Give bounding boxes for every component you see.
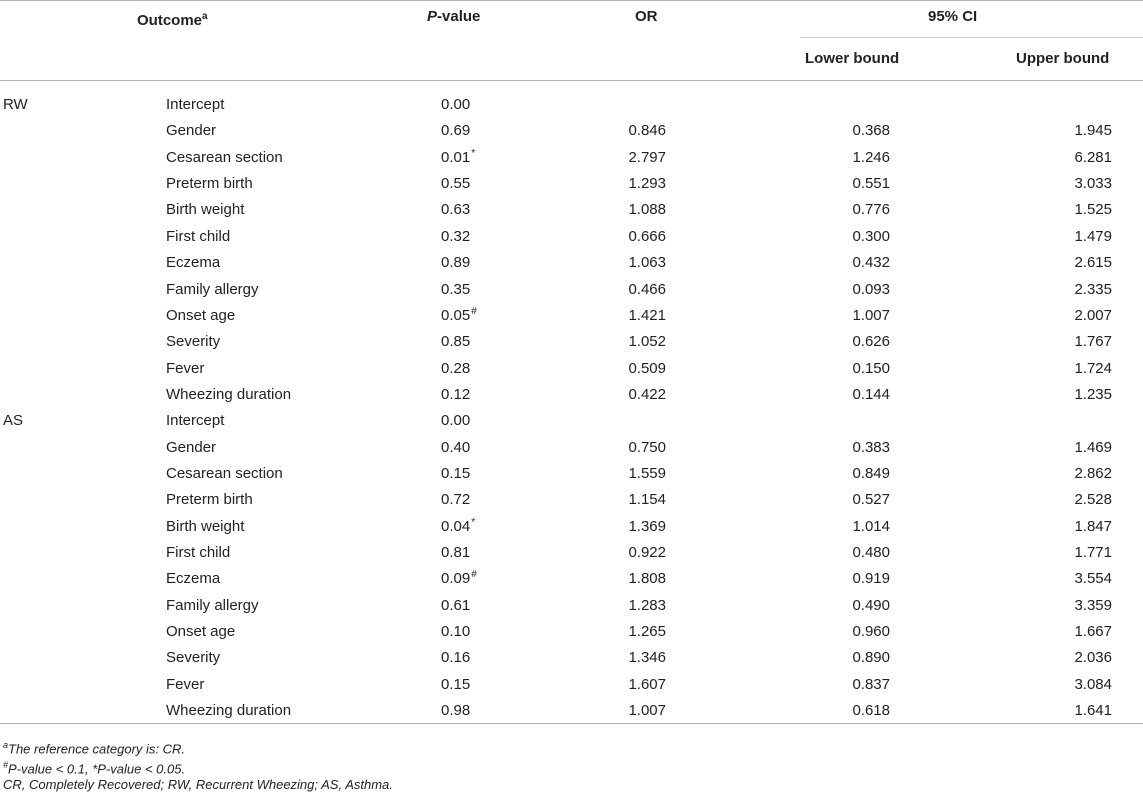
or-cell: 1.007 (628, 702, 666, 720)
footnote-b (3, 757, 185, 777)
p-value-cell (441, 175, 470, 193)
table-row (0, 597, 1143, 623)
p-value-cell (441, 96, 470, 114)
p-value-cell (441, 307, 477, 327)
or-cell: 1.052 (628, 333, 666, 351)
p-value-cell (441, 386, 470, 404)
table-row (0, 175, 1143, 201)
p-value-text: 0.72 (441, 491, 471, 509)
upper-bound-cell: 3.084 (1074, 675, 1112, 693)
upper-bound-cell: 2.007 (1074, 306, 1112, 324)
upper-bound-cell: 6.281 (1074, 148, 1112, 166)
p-value-text: 0.40 (441, 438, 471, 456)
variable-cell: Family allergy (166, 596, 259, 614)
variable-cell: Gender (166, 438, 217, 456)
variable-cell: Cesarean section (166, 148, 283, 166)
or-cell: 0.750 (628, 438, 666, 456)
footnote-a-text: The reference category is: CR. (8, 741, 186, 757)
p-value-text: 0.12 (441, 385, 471, 403)
p-value-text: 0.00 (441, 96, 471, 113)
p-value-text: 0.10 (441, 623, 471, 640)
table-row (0, 281, 1143, 307)
table-row (0, 702, 1143, 728)
or-cell: 0.509 (628, 359, 666, 377)
table-row (0, 228, 1143, 254)
or-cell: 1.265 (628, 623, 666, 640)
or-cell: 1.154 (628, 491, 666, 509)
p-value-text: 0.15 (441, 675, 471, 693)
variable-cell: Eczema (166, 570, 221, 588)
variable-cell: Wheezing duration (166, 702, 292, 720)
upper-bound-cell: 2.528 (1074, 491, 1112, 509)
p-value-cell (441, 412, 470, 430)
lower-bound-cell: 0.960 (852, 623, 890, 640)
variable-cell: Preterm birth (166, 491, 253, 509)
lower-bound-cell: 0.432 (852, 254, 890, 272)
significance-mark: * (471, 147, 476, 159)
upper-bound-cell: 3.554 (1074, 570, 1112, 588)
p-value-text: 0.32 (441, 227, 471, 245)
or-cell: 1.369 (628, 517, 666, 535)
table-row (0, 360, 1143, 386)
variable-cell: Birth weight (166, 517, 245, 535)
lower-bound-cell: 0.837 (852, 675, 890, 693)
header-or: OR (635, 8, 658, 25)
footnote-a (3, 737, 185, 757)
or-cell: 1.283 (628, 596, 666, 614)
p-value-cell (441, 623, 470, 641)
variable-cell: Eczema (166, 254, 221, 272)
p-value-text: 0.35 (441, 280, 471, 298)
upper-bound-cell: 1.525 (1074, 201, 1112, 219)
header-outcome-footnote-mark: a (202, 11, 208, 22)
lower-bound-cell: 1.246 (852, 148, 890, 166)
table-row (0, 439, 1143, 465)
header-upper-bound: Upper bound (1016, 50, 1110, 67)
table-row (0, 201, 1143, 227)
p-value-text: 0.89 (441, 254, 471, 272)
upper-bound-cell: 1.724 (1074, 359, 1112, 377)
footnote-b-mark: # (3, 760, 9, 770)
variable-cell: Onset age (166, 306, 236, 324)
table-row (0, 676, 1143, 702)
or-cell: 2.797 (628, 148, 666, 166)
variable-cell: Gender (166, 122, 217, 140)
upper-bound-cell: 2.862 (1074, 464, 1112, 482)
or-cell: 1.607 (628, 675, 666, 693)
upper-bound-cell: 3.359 (1074, 596, 1112, 614)
variable-cell: Onset age (166, 623, 236, 640)
header-outcome (137, 8, 208, 30)
table-row (0, 623, 1143, 649)
header-p-rest: -value (437, 8, 481, 25)
table-row (0, 465, 1143, 491)
table-row (0, 122, 1143, 148)
table-row (0, 333, 1143, 359)
lower-bound-cell: 0.300 (852, 227, 890, 245)
upper-bound-cell: 1.469 (1074, 438, 1112, 456)
or-cell: 0.422 (628, 385, 666, 403)
p-value-cell (441, 439, 470, 457)
lower-bound-cell: 0.890 (852, 649, 890, 667)
p-value-text: 0.63 (441, 201, 471, 219)
or-cell: 0.466 (628, 280, 666, 298)
p-value-cell (441, 228, 470, 246)
header-lower-bound: Lower bound (805, 50, 900, 67)
lower-bound-cell: 0.618 (852, 702, 890, 720)
p-value-text: 0.81 (441, 544, 471, 561)
or-cell: 1.063 (628, 254, 666, 272)
lower-bound-cell: 0.776 (852, 201, 890, 219)
variable-cell: Intercept (166, 96, 225, 113)
p-value-text: 0.16 (441, 649, 471, 667)
upper-bound-cell: 3.033 (1074, 175, 1112, 193)
footnote-b-text: P-value < 0.1, *P-value < 0.05. (8, 761, 186, 777)
ci-span-rule (800, 37, 1143, 38)
table-row (0, 307, 1143, 333)
p-value-text: 0.61 (441, 596, 471, 614)
upper-bound-cell: 1.847 (1074, 517, 1112, 535)
variable-cell: Fever (166, 675, 205, 693)
lower-bound-cell: 0.626 (852, 333, 890, 351)
variable-cell: Cesarean section (166, 464, 283, 482)
or-cell: 1.559 (628, 464, 666, 482)
lower-bound-cell: 0.480 (852, 544, 890, 561)
p-value-cell (441, 281, 470, 299)
variable-cell: Preterm birth (166, 175, 253, 193)
significance-mark: # (471, 305, 477, 317)
p-value-cell (441, 254, 470, 272)
p-value-cell (441, 201, 470, 219)
or-cell: 0.846 (628, 122, 666, 140)
p-value-cell (441, 333, 470, 351)
lower-bound-cell: 0.527 (852, 491, 890, 509)
variable-cell: Fever (166, 359, 205, 377)
p-value-text: 0.55 (441, 175, 471, 193)
upper-bound-cell: 2.615 (1074, 254, 1112, 272)
p-value-cell (441, 465, 470, 483)
outcome-group-label: AS (3, 412, 24, 430)
upper-bound-cell: 2.335 (1074, 280, 1112, 298)
lower-bound-cell: 0.150 (852, 359, 890, 377)
table-bottom-rule (0, 723, 1143, 724)
significance-mark: * (471, 516, 476, 528)
lower-bound-cell: 0.368 (852, 122, 890, 140)
table-row (0, 491, 1143, 517)
p-value-cell (441, 570, 477, 590)
p-value-text: 0.05 (441, 306, 471, 324)
table-row (0, 649, 1143, 675)
lower-bound-cell: 0.919 (852, 570, 890, 588)
header-p-italic: P (427, 8, 438, 25)
variable-cell: Family allergy (166, 280, 259, 298)
or-cell: 1.346 (628, 649, 666, 667)
header-bottom-rule (0, 80, 1143, 81)
p-value-text: 0.15 (441, 464, 471, 482)
lower-bound-cell: 1.007 (852, 306, 890, 324)
table-row (0, 149, 1143, 175)
table-row (0, 518, 1143, 544)
variable-cell: Birth weight (166, 201, 245, 219)
p-value-text: 0.01 (441, 148, 471, 166)
upper-bound-cell: 1.479 (1074, 227, 1112, 245)
table-row (0, 544, 1143, 570)
lower-bound-cell: 0.093 (852, 280, 890, 298)
upper-bound-cell: 1.767 (1074, 333, 1112, 351)
lower-bound-cell: 0.383 (852, 438, 890, 456)
or-cell: 0.922 (628, 544, 666, 561)
or-cell: 1.808 (628, 570, 666, 588)
or-cell: 1.088 (628, 201, 666, 219)
variable-cell: Wheezing duration (166, 385, 292, 403)
or-cell: 1.421 (628, 306, 666, 324)
lower-bound-cell: 0.849 (852, 464, 890, 482)
variable-cell: First child (166, 227, 231, 245)
table-row (0, 96, 1143, 122)
upper-bound-cell: 2.036 (1074, 649, 1112, 667)
variable-cell: Severity (166, 333, 221, 351)
or-cell: 0.666 (628, 227, 666, 245)
p-value-text: 0.98 (441, 702, 471, 720)
upper-bound-cell: 1.771 (1074, 544, 1112, 561)
lower-bound-cell: 1.014 (852, 517, 890, 535)
variable-cell: Intercept (166, 412, 225, 430)
p-value-text: 0.00 (441, 412, 471, 430)
p-value-text: 0.04 (441, 517, 471, 535)
p-value-cell (441, 702, 470, 720)
p-value-text: 0.28 (441, 359, 471, 377)
variable-cell: Severity (166, 649, 221, 667)
significance-mark: # (471, 569, 477, 581)
upper-bound-cell: 1.667 (1074, 623, 1112, 640)
p-value-cell (441, 491, 470, 509)
p-value-cell (441, 676, 470, 694)
p-value-cell (441, 649, 470, 667)
table-row (0, 386, 1143, 412)
footnote-c: CR, Completely Recovered; RW, Recurrent Wheezing; AS, Asthma. (3, 777, 393, 792)
or-cell: 1.293 (628, 175, 666, 193)
upper-bound-cell: 1.945 (1074, 122, 1112, 140)
table-row (0, 570, 1143, 596)
upper-bound-cell: 1.235 (1074, 385, 1112, 403)
p-value-text: 0.85 (441, 333, 471, 351)
variable-cell: First child (166, 544, 231, 561)
header-95ci: 95% CI (928, 8, 978, 25)
table-top-rule (0, 0, 1143, 1)
lower-bound-cell: 0.551 (852, 175, 890, 193)
p-value-cell (441, 360, 470, 378)
p-value-cell (441, 597, 470, 615)
lower-bound-cell: 0.490 (852, 596, 890, 614)
upper-bound-cell: 1.641 (1074, 702, 1112, 720)
table-row (0, 254, 1143, 280)
p-value-text: 0.69 (441, 122, 471, 140)
outcome-group-label: RW (3, 96, 28, 113)
table-row (0, 412, 1143, 438)
p-value-cell (441, 149, 475, 169)
p-value-cell (441, 518, 475, 538)
lower-bound-cell: 0.144 (852, 385, 890, 403)
header-p-value (427, 8, 480, 26)
p-value-cell (441, 544, 470, 562)
p-value-cell (441, 122, 470, 140)
header-outcome-label: Outcome (137, 12, 203, 29)
footnote-a-mark: a (3, 740, 9, 750)
p-value-text: 0.09 (441, 570, 471, 588)
